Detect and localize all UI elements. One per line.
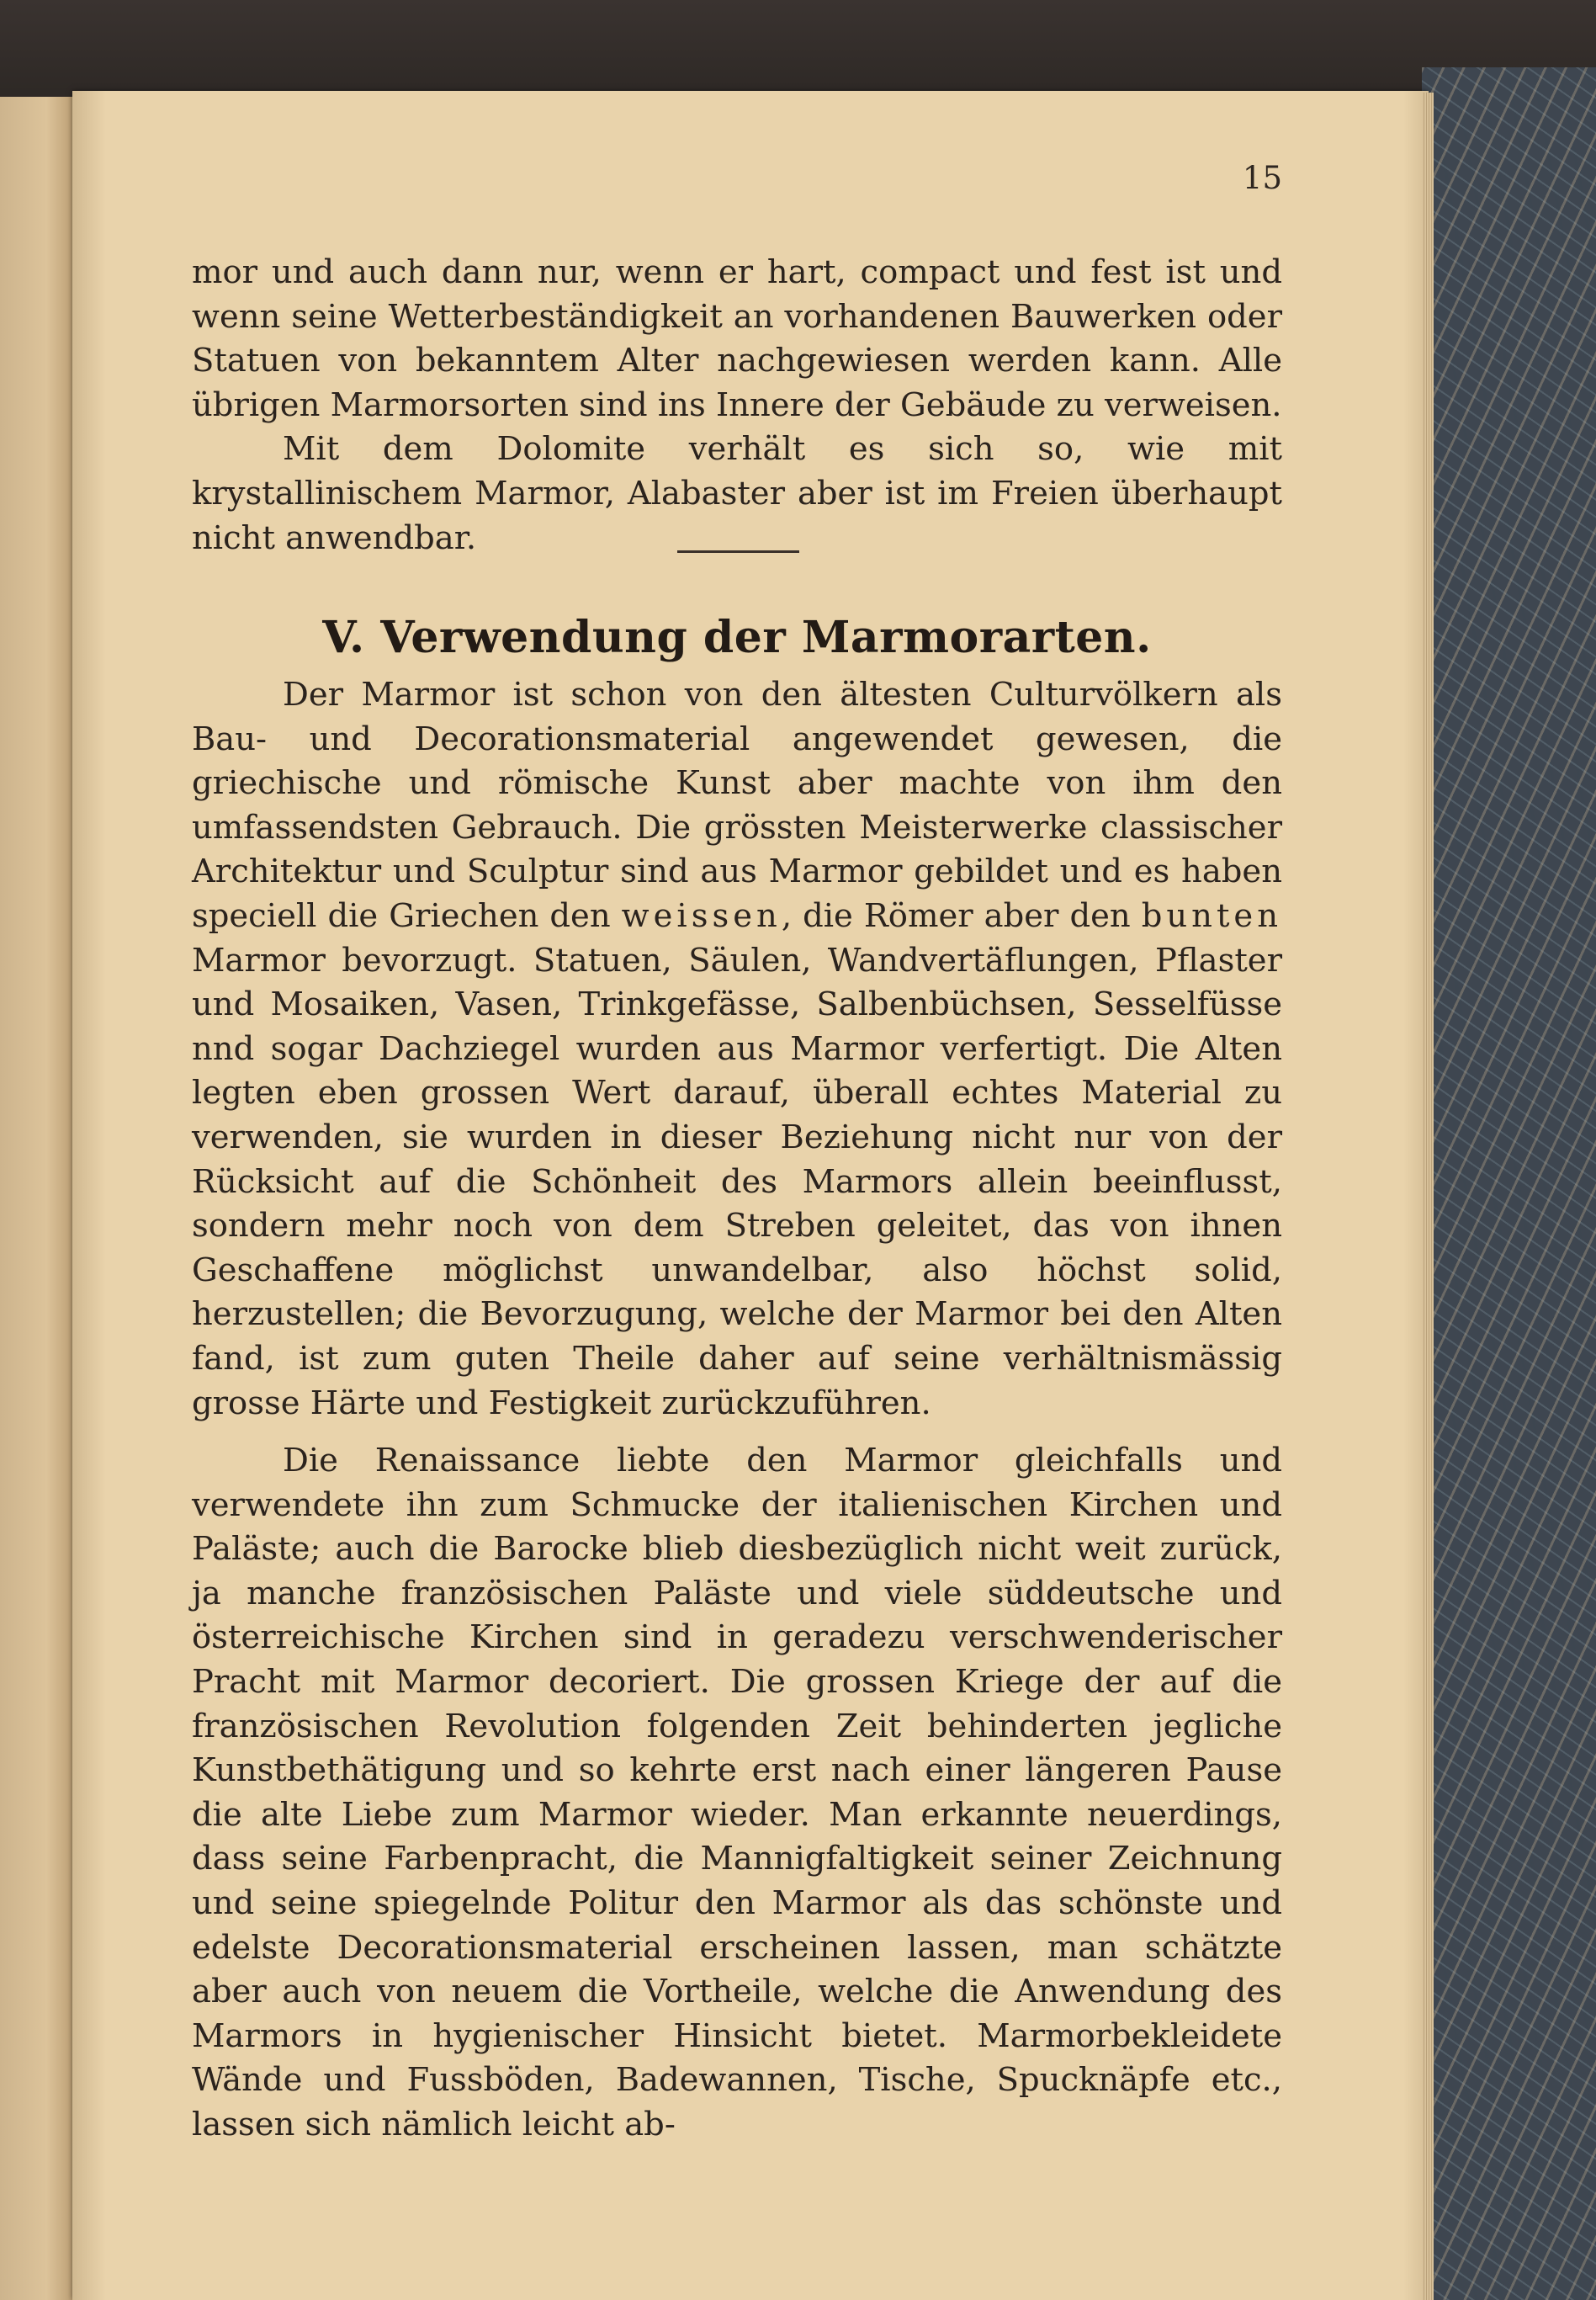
intro-paragraph-1: mor und auch dann nur, wenn er hart, compact und fest ist und wenn seine Wetterbeständigkeit an vorhandenen Bauwerken oder Statuen von bekanntem Alter nachgewiesen werden kann. Alle übrigen Marmorsorten sind ins Innere der Gebäude zu verweisen. [192,253,1282,424]
emphasis-weissen: weissen [621,896,782,935]
paragraph-1-part-b: , die Römer aber den [781,896,1131,935]
page-number: 15 [1242,160,1282,196]
intro-text [192,251,1282,560]
section-paragraph-2: Die Renaissance liebte den Marmor gleichfalls und verwendete ihn zum Schmucke der italienischen Kirchen und Paläste; auch die Barocke blieb diesbezüglich nicht weit zurück, ja manche französischen Paläste und viele süddeutsche und österreichische Kirchen sind in geradezu verschwenderischer Pracht mit Marmor decoriert. Die grossen Kriege der auf die französischen Revolution folgenden Zeit behinderten jegliche Kunstbethätigung und so kehrte erst nach einer längeren Pause die alte Liebe zum Marmor wieder. Man erkannte neuerdings, dass seine Farbenpracht, die Mannigfaltigkeit seiner Zeichnung und seine spiegelnde Politur den Marmor als das schönste und edelste Decorationsmaterial erscheinen lassen, man schätzte aber auch von neuem die Vortheile, welche die Anwendung des Marmors in hygienischer Hinsicht bietet. Marmorbekleidete Wände und Fussböden, Badewannen, Tische, Spucknäpfe etc., lassen sich nämlich leicht ab- [192,1442,1282,2143]
section-paragraph-1 [192,673,1282,1426]
intro-paragraph-2: Mit dem Dolomite verhält es sich so, wie mit krystallinischem Marmor, Alabaster aber ist im Freien überhaupt nicht anwendbar. [192,430,1282,557]
paragraph-1-part-a: Der Marmor ist schon von den ältesten Culturvölkern als Bau- und Decorationsmaterial angewendet gewesen, die griechische und römische Kunst aber machte von ihm den umfassendsten Gebrauch. Die grössten Meisterwerke classischer Architektur und Sculptur sind aus Marmor gebildet und es haben speciell die Griechen den [192,676,1282,935]
facing-page-edge [0,97,77,2300]
section-heading: V. Verwendung der Marmorarten. [322,612,1152,663]
emphasis-bunten: bunten [1141,896,1283,935]
section-divider [677,550,799,553]
section-body [192,673,1282,2148]
page-stack-edge [1422,93,1434,2300]
paragraph-1-part-c: Marmor bevorzugt. Statuen, Säulen, Wandvertäflungen, Pflaster und Mosaiken, Vasen, Trinkgefässe, Salbenbüchsen, Sesselfüsse nnd sogar Dachziegel wurden aus Marmor verfertigt. Die Alten legten eben grossen Wert darauf, überall echtes Material zu verwenden, sie wurden in dieser Beziehung nicht nur von der Rücksicht auf die Schönheit des Marmors allein beeinflusst, sondern mehr noch von dem Streben geleitet, das von ihnen Geschaffene möglichst unwandelbar, also höchst solid, herzustellen; die Bevorzugung, welche der Marmor bei den Alten fand, ist zum guten Theile daher auf seine verhältnismässig grosse Härte und Festigkeit zurückzuführen. [192,941,1282,1422]
marbled-cover [1422,67,1596,2300]
